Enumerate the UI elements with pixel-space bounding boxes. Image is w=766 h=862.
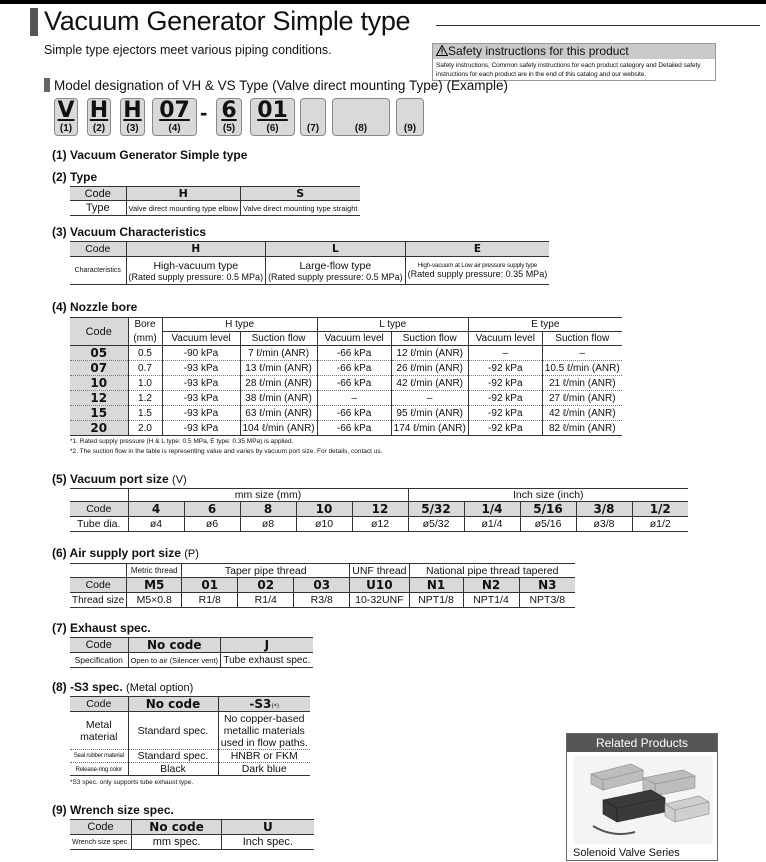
row-e-suc: 42 ℓ/min (ANR) <box>542 406 621 421</box>
tube-dia: ø4 <box>128 517 184 532</box>
type-code-h: H <box>126 187 241 201</box>
page-subtitle: Simple type ejectors meet various piping conditions. <box>44 43 332 57</box>
blank-cell <box>70 489 128 502</box>
row-e-suc: 21 ℓ/min (ANR) <box>542 376 621 391</box>
section-5-title-text: (5) Vacuum port size <box>52 472 169 486</box>
model-heading <box>44 78 508 93</box>
metal-s3-1: No copper-based <box>223 712 305 725</box>
wrench-spec: mm spec. <box>132 835 222 850</box>
metal-s3 <box>218 712 310 750</box>
row-l-vac: – <box>317 391 391 406</box>
exhaust-code: No code <box>128 638 221 653</box>
section-6-title-text: (6) Air supply port size <box>52 546 181 560</box>
e-vac-label: Vacuum level <box>468 332 542 346</box>
section-9-title: (9) Wrench size spec. <box>52 803 174 817</box>
section-4-title: (4) Nozzle bore <box>52 300 138 314</box>
port-code: 12 <box>352 502 408 517</box>
section-6-title-note: (P) <box>184 548 199 560</box>
row-h-vac: -93 kPa <box>162 391 240 406</box>
related-products-title: Related Products <box>567 734 717 752</box>
section-6-title <box>52 546 199 560</box>
table-row <box>70 346 622 361</box>
table-row <box>70 406 622 421</box>
s3-spec-table <box>70 696 310 776</box>
model-num: (2) <box>92 123 106 134</box>
row-e-suc: 82 ℓ/min (ANR) <box>542 421 621 436</box>
metal-std: Standard spec. <box>128 712 218 750</box>
code-label: Code <box>70 242 126 257</box>
model-num: (8) <box>354 123 368 134</box>
char-code-e: E <box>405 242 549 257</box>
row-l-suc: 26 ℓ/min (ANR) <box>391 361 468 376</box>
port-code: 5/32 <box>408 502 464 517</box>
char-h-line2: (Rated supply pressure: 0.5 MPa) <box>128 271 264 282</box>
s3-code: -S3 <box>249 697 272 711</box>
row-e-vac: -92 kPa <box>468 361 542 376</box>
char-label: Characteristics <box>70 257 126 285</box>
code-label: Code <box>70 820 132 835</box>
supply-code: N2 <box>463 578 519 593</box>
spec-label: Specification <box>70 653 128 668</box>
s3-code: No code <box>128 697 218 712</box>
metal-label-1: Metal <box>85 718 112 731</box>
row-h-suc: 38 ℓ/min (ANR) <box>240 391 317 406</box>
char-h-line1: High-vacuum type <box>153 259 239 272</box>
model-num: (5) <box>222 123 236 134</box>
model-char: V <box>57 98 75 123</box>
table-row <box>70 421 622 436</box>
table-row <box>70 376 622 391</box>
char-l-line2: (Rated supply pressure: 0.5 MPa) <box>268 271 403 282</box>
row-h-vac: -93 kPa <box>162 361 240 376</box>
l-suc-label: Suction flow <box>391 332 468 346</box>
blank-cell <box>70 564 127 578</box>
port-code: 8 <box>240 502 296 517</box>
metal-s3-3: used in flow paths. <box>220 736 308 749</box>
bore-label: Bore <box>128 318 162 332</box>
supply-code: M5 <box>127 578 182 593</box>
tube-dia: ø8 <box>240 517 296 532</box>
wrench-spec: Inch spec. <box>222 835 314 850</box>
title-marker <box>30 8 38 36</box>
code-label: Code <box>70 638 128 653</box>
thread-size: 10-32UNF <box>350 593 409 608</box>
supply-code: 03 <box>294 578 350 593</box>
wrench-table <box>70 819 314 850</box>
h-suc-label: Suction flow <box>240 332 317 346</box>
supply-code: N3 <box>519 578 575 593</box>
code-label: Code <box>70 578 127 593</box>
supply-code: N1 <box>409 578 463 593</box>
char-code-h: H <box>126 242 266 257</box>
row-code: 10 <box>70 376 128 391</box>
metal-label-2: material <box>80 730 118 743</box>
safety-body: Safety instructions, Common safety instructions for each product category and Detailed safety instructions for each product are in the end of this catalog and our website. <box>436 62 701 78</box>
tube-dia: ø12 <box>352 517 408 532</box>
row-e-vac: -92 kPa <box>468 406 542 421</box>
row-e-vac: -92 kPa <box>468 391 542 406</box>
char-l <box>266 257 406 285</box>
port-code: 3/8 <box>576 502 632 517</box>
row-l-suc: 174 ℓ/min (ANR) <box>391 421 468 436</box>
model-num: (3) <box>126 123 139 134</box>
row-code: 07 <box>70 361 128 376</box>
model-num: (6) <box>266 123 279 134</box>
tube-dia: ø1/2 <box>632 517 688 532</box>
code-label: Code <box>70 502 128 517</box>
thread-size: NPT3/8 <box>519 593 575 608</box>
section-2-title: (2) Type <box>52 170 98 184</box>
metal-s3-2: metallic materials <box>223 724 305 737</box>
section-8-title <box>52 680 193 694</box>
port-code: 5/16 <box>520 502 576 517</box>
model-box-3 <box>120 98 145 136</box>
row-h-suc: 63 ℓ/min (ANR) <box>240 406 317 421</box>
thread-size: R1/4 <box>238 593 294 608</box>
port-code: 1/4 <box>464 502 520 517</box>
row-code: 12 <box>70 391 128 406</box>
wrench-code: U <box>222 820 314 835</box>
group-l: L type <box>317 318 468 332</box>
model-box-1 <box>54 98 78 136</box>
row-h-vac: -93 kPa <box>162 376 240 391</box>
model-char: 6 <box>221 98 237 123</box>
page-title: Vacuum Generator Simple type <box>44 6 411 36</box>
type-h: Valve direct mounting type elbow <box>126 201 241 216</box>
tube-dia: ø1/4 <box>464 517 520 532</box>
row-h-suc: 7 ℓ/min (ANR) <box>240 346 317 361</box>
char-h <box>126 257 266 285</box>
exhaust-spec: Tube exhaust spec. <box>221 653 313 668</box>
thread-size: R3/8 <box>294 593 350 608</box>
warning-triangle-icon <box>436 45 448 56</box>
row-l-vac: -66 kPa <box>317 421 391 436</box>
model-box-4 <box>152 98 197 136</box>
char-e-line1: High-vacuum at Low air pressure supply type <box>417 262 538 269</box>
tube-label: Tube dia. <box>70 517 128 532</box>
nozzle-table <box>70 317 622 436</box>
metal-label <box>70 712 128 750</box>
thread-size: NPT1/4 <box>463 593 519 608</box>
nozzle-note-2: *2. The suction flow in the table is representing value and varies by vacuum port size. For details, contact us. <box>70 448 383 455</box>
h-vac-label: Vacuum level <box>162 332 240 346</box>
characteristics-table <box>70 241 549 285</box>
table-row <box>70 361 622 376</box>
row-bore: 1.2 <box>128 391 162 406</box>
wrench-label: Wrench size spec. <box>70 835 132 850</box>
row-l-vac: -66 kPa <box>317 346 391 361</box>
type-label: Type <box>70 201 126 216</box>
ring-label: Release-ring color <box>70 763 128 776</box>
row-h-vac: -90 kPa <box>162 346 240 361</box>
code-label: Code <box>70 187 126 201</box>
table-row <box>70 391 622 406</box>
exhaust-table <box>70 637 313 668</box>
row-e-vac: -92 kPa <box>468 376 542 391</box>
port-code: 6 <box>184 502 240 517</box>
row-l-vac: -66 kPa <box>317 406 391 421</box>
thread-size: R1/8 <box>182 593 238 608</box>
thread-label: Thread size <box>70 593 127 608</box>
row-bore: 1.5 <box>128 406 162 421</box>
seal-s3: HNBR or FKM <box>218 750 310 763</box>
model-box-2 <box>87 98 111 136</box>
row-l-suc: – <box>391 391 468 406</box>
section-1-title: (1) Vacuum Generator Simple type <box>52 148 248 162</box>
model-num: (4) <box>168 123 181 134</box>
solenoid-valve-image <box>573 756 713 844</box>
row-bore: 0.5 <box>128 346 162 361</box>
model-box-5 <box>216 98 242 136</box>
s3-code-cell <box>218 697 310 712</box>
thread-size: NPT1/8 <box>409 593 463 608</box>
thread-size: M5×0.8 <box>127 593 182 608</box>
row-e-vac: – <box>468 346 542 361</box>
model-char: H <box>123 98 142 123</box>
type-code-s: S <box>241 187 360 201</box>
row-bore: 2.0 <box>128 421 162 436</box>
section-5-title-note: (V) <box>172 474 187 486</box>
ring-std: Black <box>128 763 218 776</box>
char-e-line2: (Rated supply pressure: 0.35 MPa) <box>407 269 548 279</box>
model-num: (9) <box>403 123 417 134</box>
exhaust-spec: Open to air (Silencer vent) <box>128 653 221 668</box>
row-h-suc: 13 ℓ/min (ANR) <box>240 361 317 376</box>
tube-dia: ø5/32 <box>408 517 464 532</box>
seal-std: Standard spec. <box>128 750 218 763</box>
model-char: 07 <box>159 98 190 123</box>
ring-s3: Dark blue <box>218 763 310 776</box>
metric-group: Metric thread <box>127 564 182 578</box>
model-dash: - <box>200 100 208 125</box>
npt-group: National pipe thread tapered <box>409 564 575 578</box>
taper-group: Taper pipe thread <box>182 564 350 578</box>
safety-title: Safety instructions for this product <box>448 44 629 58</box>
model-num: (7) <box>306 123 320 134</box>
section-8-title-text: (8) -S3 spec. <box>52 680 123 694</box>
row-h-suc: 104 ℓ/min (ANR) <box>240 421 317 436</box>
mm-label: (mm) <box>128 332 162 346</box>
row-l-suc: 42 ℓ/min (ANR) <box>391 376 468 391</box>
model-char: 01 <box>257 98 288 123</box>
port-code: 1/2 <box>632 502 688 517</box>
s3-note: *S3 spec. only supports tube exhaust type. <box>70 779 194 786</box>
row-e-vac: -92 kPa <box>468 421 542 436</box>
supply-code: U10 <box>350 578 409 593</box>
row-h-vac: -93 kPa <box>162 421 240 436</box>
row-l-suc: 12 ℓ/min (ANR) <box>391 346 468 361</box>
row-l-suc: 95 ℓ/min (ANR) <box>391 406 468 421</box>
top-rule <box>0 0 766 4</box>
row-l-vac: -66 kPa <box>317 361 391 376</box>
group-e: E type <box>468 318 621 332</box>
wrench-code: No code <box>132 820 222 835</box>
model-heading-text: Model designation of VH & VS Type (Valve direct mounting Type) (Example) <box>54 78 508 93</box>
s3-code-mark: (*) <box>271 703 280 710</box>
tube-dia: ø5/16 <box>520 517 576 532</box>
safety-header <box>433 44 715 59</box>
group-h: H type <box>162 318 317 332</box>
supply-code: 02 <box>238 578 294 593</box>
section-5-title <box>52 472 187 486</box>
port-code: 10 <box>296 502 352 517</box>
row-l-vac: -66 kPa <box>317 376 391 391</box>
row-code: 15 <box>70 406 128 421</box>
row-bore: 0.7 <box>128 361 162 376</box>
port-code: 4 <box>128 502 184 517</box>
code-label: Code <box>70 318 128 346</box>
unf-group: UNF thread <box>350 564 409 578</box>
model-box-6 <box>250 98 295 136</box>
row-code: 05 <box>70 346 128 361</box>
heading-marker <box>44 78 50 92</box>
vacuum-port-table <box>70 488 688 532</box>
related-products-caption: Solenoid Valve Series <box>573 847 680 859</box>
type-table <box>70 186 360 216</box>
seal-label: Seal rubber material <box>70 750 128 763</box>
mm-group: mm size (mm) <box>128 489 408 502</box>
char-code-l: L <box>266 242 406 257</box>
row-e-suc: 27 ℓ/min (ANR) <box>542 391 621 406</box>
e-suc-label: Suction flow <box>542 332 621 346</box>
model-box-9 <box>396 98 424 136</box>
tube-dia: ø10 <box>296 517 352 532</box>
row-e-suc: – <box>542 346 621 361</box>
title-divider <box>436 25 760 26</box>
related-products-card[interactable] <box>566 733 718 861</box>
char-e <box>405 257 549 285</box>
code-label: Code <box>70 697 128 712</box>
section-7-title: (7) Exhaust spec. <box>52 621 151 635</box>
model-char: H <box>89 98 109 123</box>
inch-group: Inch size (inch) <box>408 489 688 502</box>
type-s: Valve direct mounting type straight <box>241 201 360 216</box>
model-box-7 <box>300 98 326 136</box>
tube-dia: ø6 <box>184 517 240 532</box>
tube-dia: ø3/8 <box>576 517 632 532</box>
char-l-line1: Large-flow type <box>299 259 372 272</box>
row-e-suc: 10.5 ℓ/min (ANR) <box>542 361 621 376</box>
row-h-vac: -93 kPa <box>162 406 240 421</box>
model-num: (1) <box>59 123 73 134</box>
safety-box <box>432 43 716 81</box>
nozzle-note-1: *1. Rated supply pressure (H & L type: 0.5 MPa, E type: 0.35 MPa) is applied. <box>70 438 294 445</box>
row-code: 20 <box>70 421 128 436</box>
l-vac-label: Vacuum level <box>317 332 391 346</box>
section-3-title: (3) Vacuum Characteristics <box>52 225 207 239</box>
exhaust-code: J <box>221 638 313 653</box>
supply-code: 01 <box>182 578 238 593</box>
row-bore: 1.0 <box>128 376 162 391</box>
row-h-suc: 28 ℓ/min (ANR) <box>240 376 317 391</box>
model-box-8 <box>332 98 390 136</box>
air-supply-table <box>70 563 575 608</box>
section-8-title-note: (Metal option) <box>126 682 194 694</box>
